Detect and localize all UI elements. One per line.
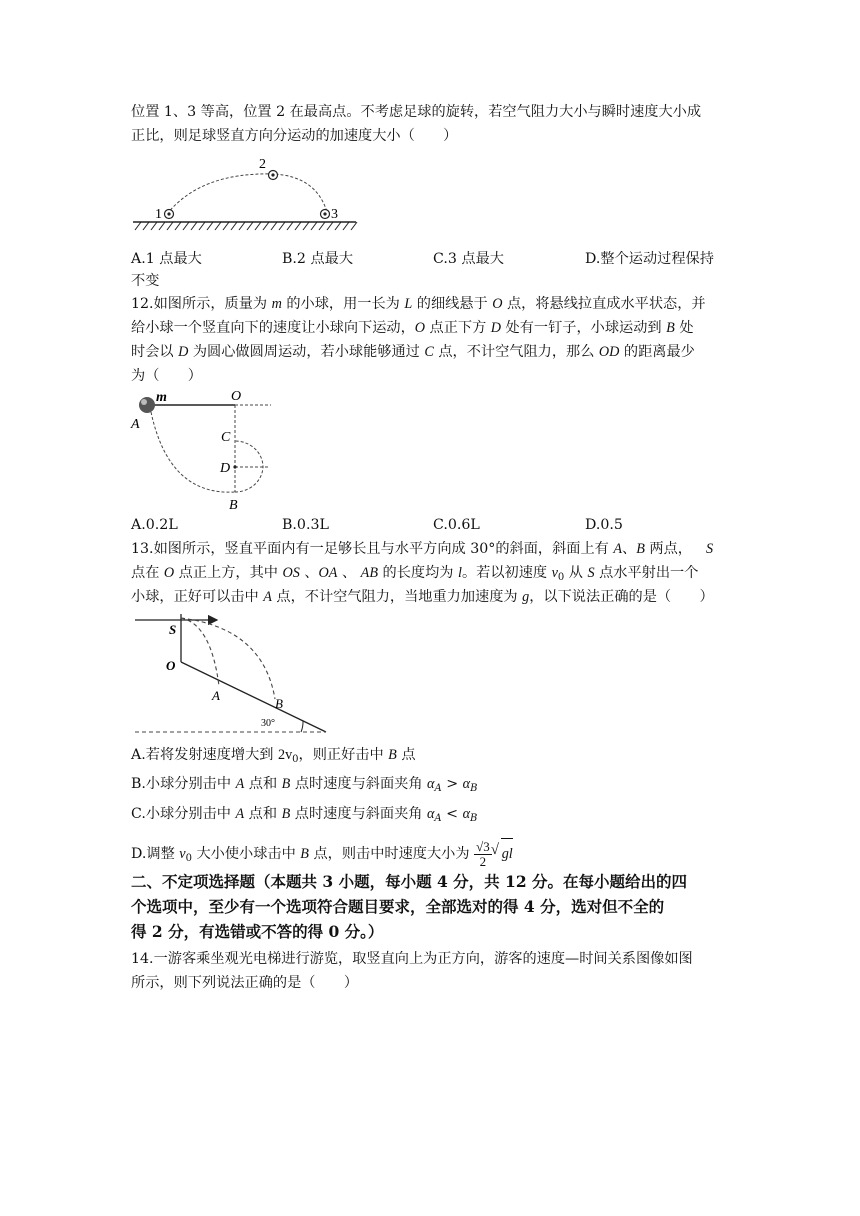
q11-option-d-continued: 不变 bbox=[131, 273, 160, 289]
q11-option-d: D.整个运动过程保持 bbox=[585, 251, 714, 267]
q13-label-b: B bbox=[275, 696, 283, 711]
q11-football-figure bbox=[131, 150, 361, 240]
q12-option-c: C.0.6L bbox=[433, 517, 480, 533]
q13-label-o: O bbox=[166, 658, 176, 673]
q13-label-a: A bbox=[212, 688, 220, 703]
q12-pendulum-figure bbox=[131, 388, 291, 514]
q12-text-line-2: 给小球一个竖直向下的速度让小球向下运动，O 点正下方 D 处有一钉子，小球运动到 B 处 bbox=[131, 320, 694, 336]
q11-label-3: 3 bbox=[331, 207, 338, 222]
q14-text-line-2: 所示，则下列说法正确的是（ ） bbox=[131, 975, 359, 991]
q12-option-a: A.0.2L bbox=[131, 517, 178, 533]
section-2-heading-line-3: 得 2 分，有选错或不答的得 0 分。） bbox=[131, 922, 384, 941]
q11-option-c: C.3 点最大 bbox=[433, 251, 504, 267]
q13-option-c: C.小球分别击中 A 点和 B 点时速度与斜面夹角 $\alpha_A < \alpha_B$ bbox=[131, 806, 478, 824]
q11-label-2: 2 bbox=[259, 157, 266, 172]
q13-label-angle: 30° bbox=[261, 718, 275, 729]
q11-option-b: B.2 点最大 bbox=[282, 251, 354, 267]
q11-label-1: 1 bbox=[155, 207, 162, 222]
q11-text-line-2: 正比，则足球竖直方向分运动的加速度大小（ ） bbox=[131, 128, 458, 144]
q13-option-a: A.若将发射速度增大到 $2v_0$，则正好击中 B 点 bbox=[131, 747, 416, 765]
q13-option-d-sqrt: √ gl bbox=[501, 838, 513, 869]
q13-label-s: S bbox=[169, 622, 177, 637]
q12-text-line-3: 时会以 D 为圆心做圆周运动，若小球能够通过 C 点，不计空气阻力，那么 OD 的距离最少 bbox=[131, 344, 695, 360]
q13-text-line-3: 小球，正好可以击中 A 点，不计空气阻力，当地重力加速度为 g，以下说法正确的是（ ） bbox=[131, 589, 714, 605]
q13-text-line-2: 点在 O 点正上方，其中 OS 、OA 、 AB 的长度均为 l。若以初速度 $v_0$ 从 S 点水平射出一个 bbox=[131, 565, 699, 583]
q11-option-a: A.1 点最大 bbox=[131, 251, 202, 267]
q13-option-d: D.调整 $v_0$ 大小使小球击中 B 点，则击中时速度大小为 $\frac{√3}{2}$ √ gl bbox=[131, 838, 731, 874]
q12-label-o: O bbox=[231, 389, 242, 404]
q12-label-a: A bbox=[131, 417, 140, 432]
q12-label-d: D bbox=[220, 461, 231, 476]
q12-label-c: C bbox=[221, 430, 231, 445]
q13-option-d-fraction: $\frac{√3}{2}$ bbox=[476, 838, 490, 869]
q12-option-d: D.0.5 bbox=[585, 517, 623, 533]
q13-option-b: B.小球分别击中 A 点和 B 点时速度与斜面夹角 $\alpha_A > \alpha_B$ bbox=[131, 776, 478, 794]
q12-label-b: B bbox=[229, 498, 238, 513]
section-2-heading-line-2: 个选项中，至少有一个选项符合题目要求，全部选对的得 4 分，选对但不全的 bbox=[131, 897, 665, 916]
q12-text-line-1: 12.如图所示，质量为 m 的小球，用一长为 L 的细线悬于 O 点，将悬线拉直成水平状态，并 bbox=[131, 296, 706, 312]
section-2-heading-line-1: 二、不定项选择题（本题共 3 小题，每小题 4 分，共 12 分。在每小题给出的四 bbox=[131, 872, 688, 891]
q14-text-line-1: 14.一游客乘坐观光电梯进行游览，取竖直向上为正方向，游客的速度—时间关系图像如图 bbox=[131, 951, 693, 967]
q11-text-line-1: 位置 1、3 等高，位置 2 在最高点。不考虑足球的旋转，若空气阻力大小与瞬时速度大小成 bbox=[131, 104, 702, 120]
q12-label-m: m bbox=[156, 390, 167, 405]
q13-incline-figure bbox=[131, 610, 341, 740]
q13-text-line-1: 13.如图所示，竖直平面内有一足够长且与水平方向成 30°的斜面，斜面上有 A、B 两点， S bbox=[131, 541, 714, 557]
q12-text-line-4: 为（ ） bbox=[131, 368, 202, 384]
q12-option-b: B.0.3L bbox=[282, 517, 329, 533]
